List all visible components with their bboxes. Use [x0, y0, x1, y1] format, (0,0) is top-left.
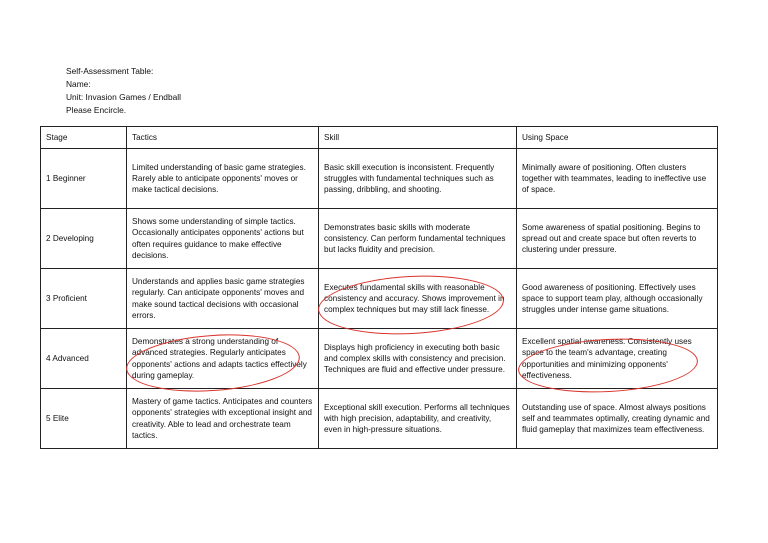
tactics-cell[interactable]: Shows some understanding of simple tactics. Occasionally anticipates opponents' actions but often requires guidance to make effective decisions. — [127, 209, 319, 269]
skill-cell[interactable]: Demonstrates basic skills with moderate consistency. Can perform fundamental techniques but lacks fluidity and precision. — [319, 209, 517, 269]
stage-cell: 5 Elite — [41, 389, 127, 449]
using-space-cell[interactable]: Excellent spatial awareness. Consistently uses space to the team's advantage, creating opportunities and minimizing opponents' effectiveness. — [517, 329, 718, 389]
header-name-field: Name: — [66, 79, 91, 89]
stage-cell: 3 Proficient — [41, 269, 127, 329]
column-header-using-space: Using Space — [517, 127, 718, 149]
stage-cell: 2 Developing — [41, 209, 127, 269]
tactics-cell[interactable]: Understands and applies basic game strategies regularly. Can anticipate opponents' moves and make sound tactical decisions with occasional errors. — [127, 269, 319, 329]
table-row-developing — [41, 209, 718, 269]
tactics-cell[interactable]: Mastery of game tactics. Anticipates and counters opponents' strategies with exceptional insight and creativity. Able to lead and orchestrate team tactics. — [127, 389, 319, 449]
using-space-cell[interactable]: Good awareness of positioning. Effectively uses space to support team play, although occasionally struggles under intense game situations. — [517, 269, 718, 329]
document-header — [66, 65, 181, 117]
table-row-advanced — [41, 329, 718, 389]
using-space-cell[interactable]: Some awareness of spatial positioning. Begins to spread out and create space but often reverts to clustering under pressure. — [517, 209, 718, 269]
stage-cell: 1 Beginner — [41, 149, 127, 209]
using-space-cell[interactable]: Outstanding use of space. Almost always positions self and teammates optimally, creating dynamic and fluid gameplay that maximizes team effectiveness. — [517, 389, 718, 449]
stage-cell: 4 Advanced — [41, 329, 127, 389]
skill-cell[interactable]: Basic skill execution is inconsistent. Frequently struggles with fundamental techniques such as passing, dribbling, and shooting. — [319, 149, 517, 209]
column-header-skill: Skill — [319, 127, 517, 149]
header-title: Self-Assessment Table: — [66, 66, 154, 76]
table-row-elite — [41, 389, 718, 449]
header-instruction: Please Encircle. — [66, 105, 127, 115]
table-row-beginner — [41, 149, 718, 209]
using-space-cell[interactable]: Minimally aware of positioning. Often clusters together with teammates, leading to ineffective use of space. — [517, 149, 718, 209]
self-assessment-table — [40, 126, 718, 449]
header-unit: Unit: Invasion Games / Endball — [66, 92, 181, 102]
table-row-proficient — [41, 269, 718, 329]
column-header-stage: Stage — [41, 127, 127, 149]
tactics-cell[interactable]: Demonstrates a strong understanding of advanced strategies. Regularly anticipates opponents' actions and adapts tactics effectively during gameplay. — [127, 329, 319, 389]
skill-cell[interactable]: Executes fundamental skills with reasonable consistency and accuracy. Shows improvement in complex techniques but may still lack finesse. — [319, 269, 517, 329]
skill-cell[interactable]: Displays high proficiency in executing both basic and complex skills with consistency and precision. Techniques are fluid and effective under pressure. — [319, 329, 517, 389]
skill-cell[interactable]: Exceptional skill execution. Performs all techniques with high precision, adaptability, and creativity, even in high-pressure situations. — [319, 389, 517, 449]
column-header-tactics: Tactics — [127, 127, 319, 149]
table-header-row — [41, 127, 718, 149]
tactics-cell[interactable]: Limited understanding of basic game strategies. Rarely able to anticipate opponents' moves or make tactical decisions. — [127, 149, 319, 209]
